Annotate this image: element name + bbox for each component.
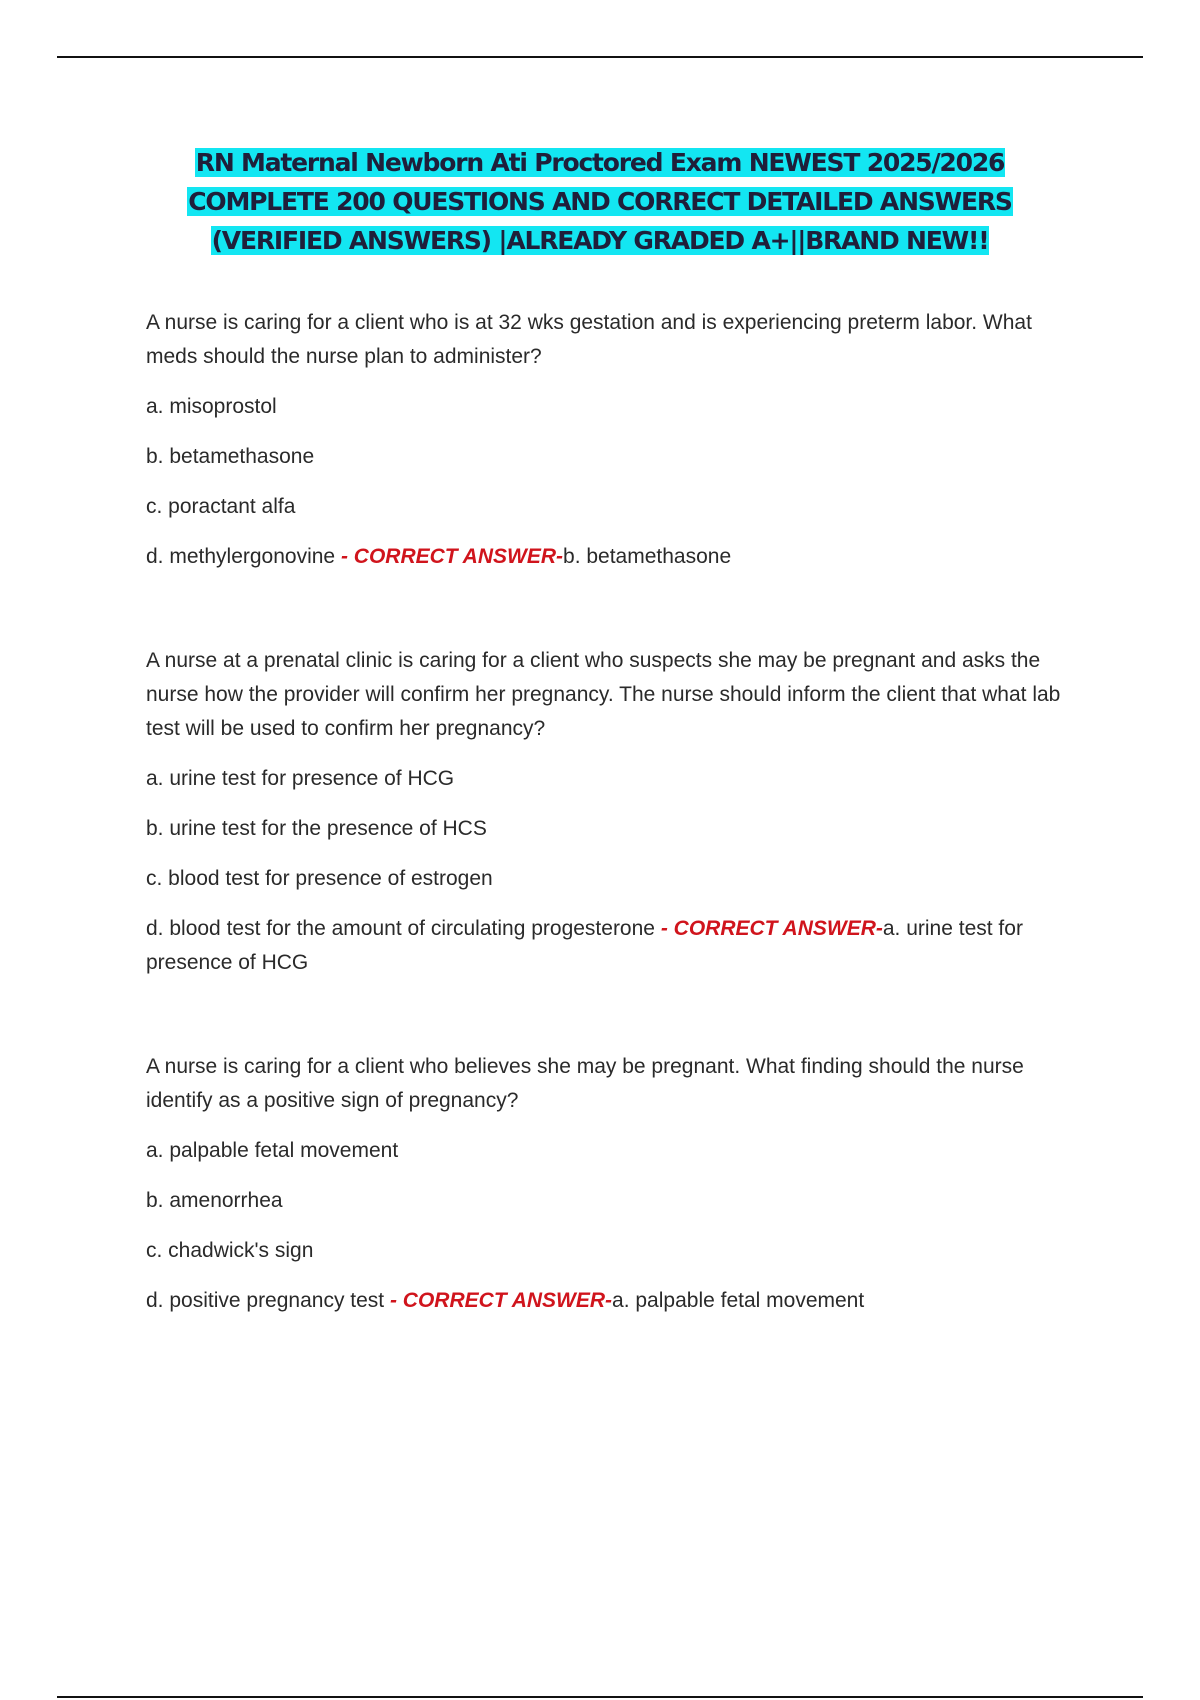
answer-option: c. poractant alfa — [146, 495, 296, 518]
answer-option-text: d. blood test for the amount of circulating progesterone — [146, 917, 655, 940]
question-block-2 — [146, 644, 1086, 980]
document-title — [140, 143, 1060, 260]
question-block-3 — [146, 1050, 1086, 1318]
correct-answer-text: a. palpable fetal movement — [612, 1289, 865, 1312]
question-stem: A nurse at a prenatal clinic is caring for a client who suspects she may be pregnant and asks the nurse how the provider will confirm her pregnancy. The nurse should inform the client that what lab test will be used to confirm her pregnancy? — [146, 649, 1061, 740]
answer-option: a. urine test for presence of HCG — [146, 767, 455, 790]
answer-option-last — [146, 912, 1086, 980]
answer-option-last — [146, 1284, 1086, 1318]
answer-option: c. blood test for presence of estrogen — [146, 867, 493, 890]
document-title-text: RN Maternal Newborn Ati Proctored Exam NEWEST 2025/2026 COMPLETE 200 QUESTIONS AND CORRECT DETAILED ANSWERS (VERIFIED ANSWERS) |ALREADY GRADED A+||BRAND NEW!! — [188, 148, 1012, 255]
question-stem: A nurse is caring for a client who believes she may be pregnant. What finding should the nurse identify as a positive sign of pregnancy? — [146, 1055, 1024, 1112]
question-stem: A nurse is caring for a client who is at 32 wks gestation and is experiencing preterm labor. What meds should the nurse plan to administer? — [146, 311, 1032, 368]
correct-answer-text: a. urine test for presence of HCG — [146, 917, 1023, 974]
correct-answer-text: b. betamethasone — [563, 545, 732, 568]
answer-option-text: d. methylergonovine — [146, 545, 336, 568]
bottom-divider — [57, 1696, 1143, 1698]
answer-option: b. amenorrhea — [146, 1189, 283, 1212]
correct-answer-label: - CORRECT ANSWER- — [660, 917, 883, 940]
answer-option: a. misoprostol — [146, 395, 277, 418]
answer-option-last — [146, 540, 1086, 574]
answer-option: b. urine test for the presence of HCS — [146, 817, 487, 840]
top-divider — [57, 56, 1143, 58]
answer-option: a. palpable fetal movement — [146, 1139, 399, 1162]
answer-option: b. betamethasone — [146, 445, 315, 468]
answer-option: c. chadwick's sign — [146, 1239, 314, 1262]
document-body — [146, 306, 1086, 1388]
question-block-1 — [146, 306, 1086, 574]
correct-answer-label: - CORRECT ANSWER- — [389, 1289, 613, 1312]
answer-option-text: d. positive pregnancy test — [146, 1289, 385, 1312]
correct-answer-label: - CORRECT ANSWER- — [340, 545, 564, 568]
